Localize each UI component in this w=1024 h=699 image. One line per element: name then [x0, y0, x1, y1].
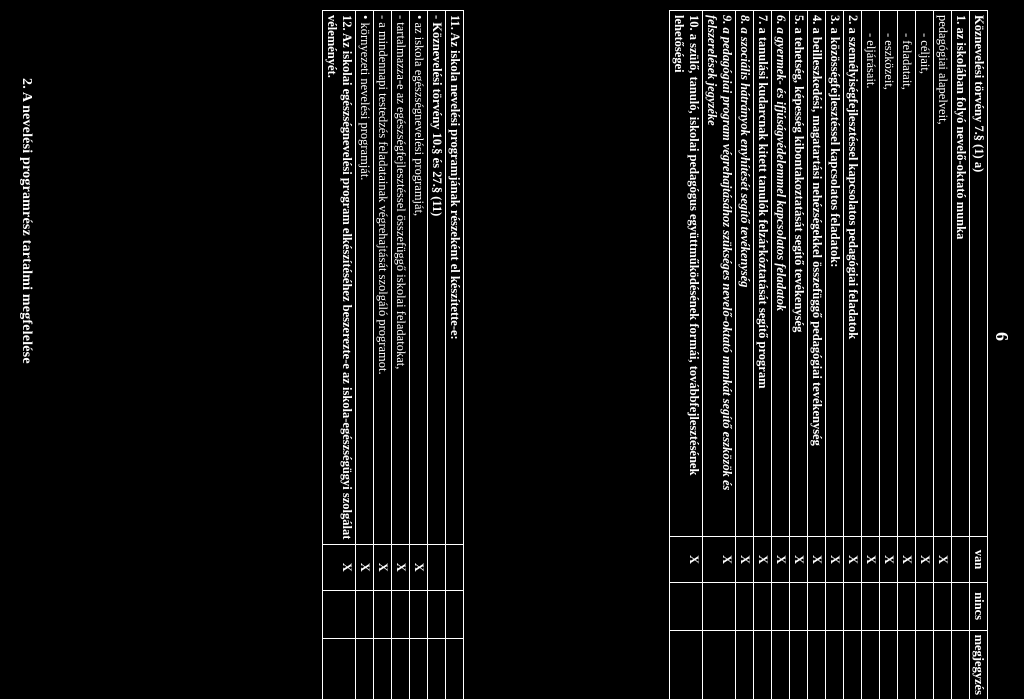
megjegyzes-cell	[952, 630, 970, 699]
table-row	[410, 11, 428, 699]
megjegyzes-cell	[772, 630, 790, 699]
row-text: - eszközeit,	[880, 11, 898, 537]
table-row	[392, 11, 410, 699]
row-text: 6. a gyermek- és ifjúságvédelemmel kapcsolatos feladatok	[772, 11, 790, 537]
table-row	[826, 11, 844, 699]
nincs-mark	[428, 590, 446, 638]
megjegyzes-cell	[323, 638, 356, 699]
table-row	[374, 11, 392, 699]
table-row	[754, 11, 772, 699]
checklist-table-1	[669, 10, 988, 699]
nincs-mark	[880, 582, 898, 630]
row-text: - céljait,	[916, 11, 934, 537]
table-row	[916, 11, 934, 699]
megjegyzes-cell	[754, 630, 772, 699]
row-text: 1. az iskolában folyó nevelő-oktató munka	[952, 11, 970, 537]
row-text: 4. a beilleszkedési, magatartási nehézségekkel összefüggő pedagógiai tevékenység	[808, 11, 826, 537]
page-number: 6	[992, 332, 1012, 341]
row-text: 11. Az iskola nevelési programjának részeként el készítette-e:	[446, 11, 464, 545]
row-text: 9. a pedagógiai program végrehajtásához szükséges nevelő-oktató munkát segítő eszközök és felszerelések jegyzéke	[703, 11, 736, 537]
nincs-mark	[934, 582, 952, 630]
megjegyzes-cell	[844, 630, 862, 699]
table-row	[428, 11, 446, 699]
van-mark: X	[898, 537, 916, 582]
van-mark	[428, 544, 446, 590]
row-text: - eljárásait.	[862, 11, 880, 537]
table-row	[356, 11, 374, 699]
megjegyzes-cell	[934, 630, 952, 699]
table-row	[790, 11, 808, 699]
nincs-mark	[844, 582, 862, 630]
megjegyzes-cell	[862, 630, 880, 699]
nincs-mark	[808, 582, 826, 630]
van-mark: X	[934, 537, 952, 582]
van-mark: X	[844, 537, 862, 582]
van-mark: X	[670, 537, 703, 582]
nincs-mark	[392, 590, 410, 638]
van-mark: X	[356, 544, 374, 590]
van-mark: X	[374, 544, 392, 590]
nincs-mark	[703, 582, 736, 630]
nincs-mark	[754, 582, 772, 630]
megjegyzes-cell	[898, 630, 916, 699]
nincs-mark	[772, 582, 790, 630]
megjegyzes-cell	[392, 638, 410, 699]
nincs-mark	[826, 582, 844, 630]
table-row	[952, 11, 970, 699]
nincs-mark	[356, 590, 374, 638]
van-mark: X	[392, 544, 410, 590]
table-row	[862, 11, 880, 699]
table-row	[703, 11, 736, 699]
header-law: Köznevelési törvény 7.§ (1) a)	[970, 11, 988, 537]
table-row	[808, 11, 826, 699]
van-mark	[952, 537, 970, 582]
nincs-mark	[862, 582, 880, 630]
van-mark: X	[772, 537, 790, 582]
table-row	[934, 11, 952, 699]
nincs-mark	[670, 582, 703, 630]
table-row	[898, 11, 916, 699]
van-mark: X	[790, 537, 808, 582]
section-title: 2. A nevelési programrész tartalmi megfelelése	[19, 78, 34, 364]
megjegyzes-cell	[410, 638, 428, 699]
row-text: 10. a szülő, tanuló, iskolai pedagógus együttműködésének formái, továbbfejlesztésének lehetőségei	[670, 11, 703, 537]
header-van: van	[970, 537, 988, 582]
table-row	[670, 11, 703, 699]
row-text: 2. a személyiségfejlesztéssel kapcsolatos pedagógiai feladatok	[844, 11, 862, 537]
row-text: 5. a tehetség, képesség kibontakoztatását segítő tevékenység	[790, 11, 808, 537]
table-row	[323, 11, 356, 699]
van-mark: X	[323, 544, 356, 590]
table-row	[880, 11, 898, 699]
table-row	[736, 11, 754, 699]
table-row	[772, 11, 790, 699]
van-mark: X	[808, 537, 826, 582]
megjegyzes-cell	[446, 638, 464, 699]
nincs-mark	[790, 582, 808, 630]
row-text: 8. a szociális hátrányok enyhítését segítő tevékenység	[736, 11, 754, 537]
row-text: 7. a tanulási kudarcnak kitett tanulók felzárkóztatását segítő program	[754, 11, 772, 537]
nincs-mark	[374, 590, 392, 638]
row-text: - tartalmazza-e az egészségfejlesztéssel összefüggő iskolai feladatokat,	[392, 11, 410, 545]
row-text: - Köznevelési törvény 10.§ és 27.§ (11)	[428, 11, 446, 545]
van-mark: X	[736, 537, 754, 582]
table-header	[970, 11, 988, 699]
megjegyzes-cell	[356, 638, 374, 699]
van-mark	[446, 544, 464, 590]
row-text: • környezeti nevelési programját.	[356, 11, 374, 545]
table-row	[844, 11, 862, 699]
megjegyzes-cell	[916, 630, 934, 699]
van-mark: X	[916, 537, 934, 582]
nincs-mark	[736, 582, 754, 630]
table-row	[446, 11, 464, 699]
nincs-mark	[952, 582, 970, 630]
header-nincs: nincs	[970, 582, 988, 630]
van-mark: X	[880, 537, 898, 582]
van-mark: X	[703, 537, 736, 582]
nincs-mark	[898, 582, 916, 630]
van-mark: X	[754, 537, 772, 582]
row-text: pedagógiai alapelveit,	[934, 11, 952, 537]
megjegyzes-cell	[880, 630, 898, 699]
megjegyzes-cell	[374, 638, 392, 699]
megjegyzes-cell	[703, 630, 736, 699]
header-megjegyzes: megjegyzés	[970, 630, 988, 699]
row-text: 12. Az iskolai egészségnevelési program elkészítéséhez beszerezte-e az iskola-egészségügyi szolgálat véleményét.	[323, 11, 356, 545]
nincs-mark	[446, 590, 464, 638]
van-mark: X	[862, 537, 880, 582]
nincs-mark	[916, 582, 934, 630]
checklist-table-2	[322, 10, 464, 699]
megjegyzes-cell	[736, 630, 754, 699]
megjegyzes-cell	[826, 630, 844, 699]
row-text: • az iskola egészségnevelési programját,	[410, 11, 428, 545]
row-text: 3. a közösségfejlesztéssel kapcsolatos feladatok:	[826, 11, 844, 537]
nincs-mark	[323, 590, 356, 638]
megjegyzes-cell	[428, 638, 446, 699]
row-text: - feladatait,	[898, 11, 916, 537]
row-text: - a mindennapi testedzés feladatainak végrehajtását szolgáló programot.	[374, 11, 392, 545]
megjegyzes-cell	[670, 630, 703, 699]
megjegyzes-cell	[808, 630, 826, 699]
van-mark: X	[410, 544, 428, 590]
van-mark: X	[826, 537, 844, 582]
megjegyzes-cell	[790, 630, 808, 699]
nincs-mark	[410, 590, 428, 638]
